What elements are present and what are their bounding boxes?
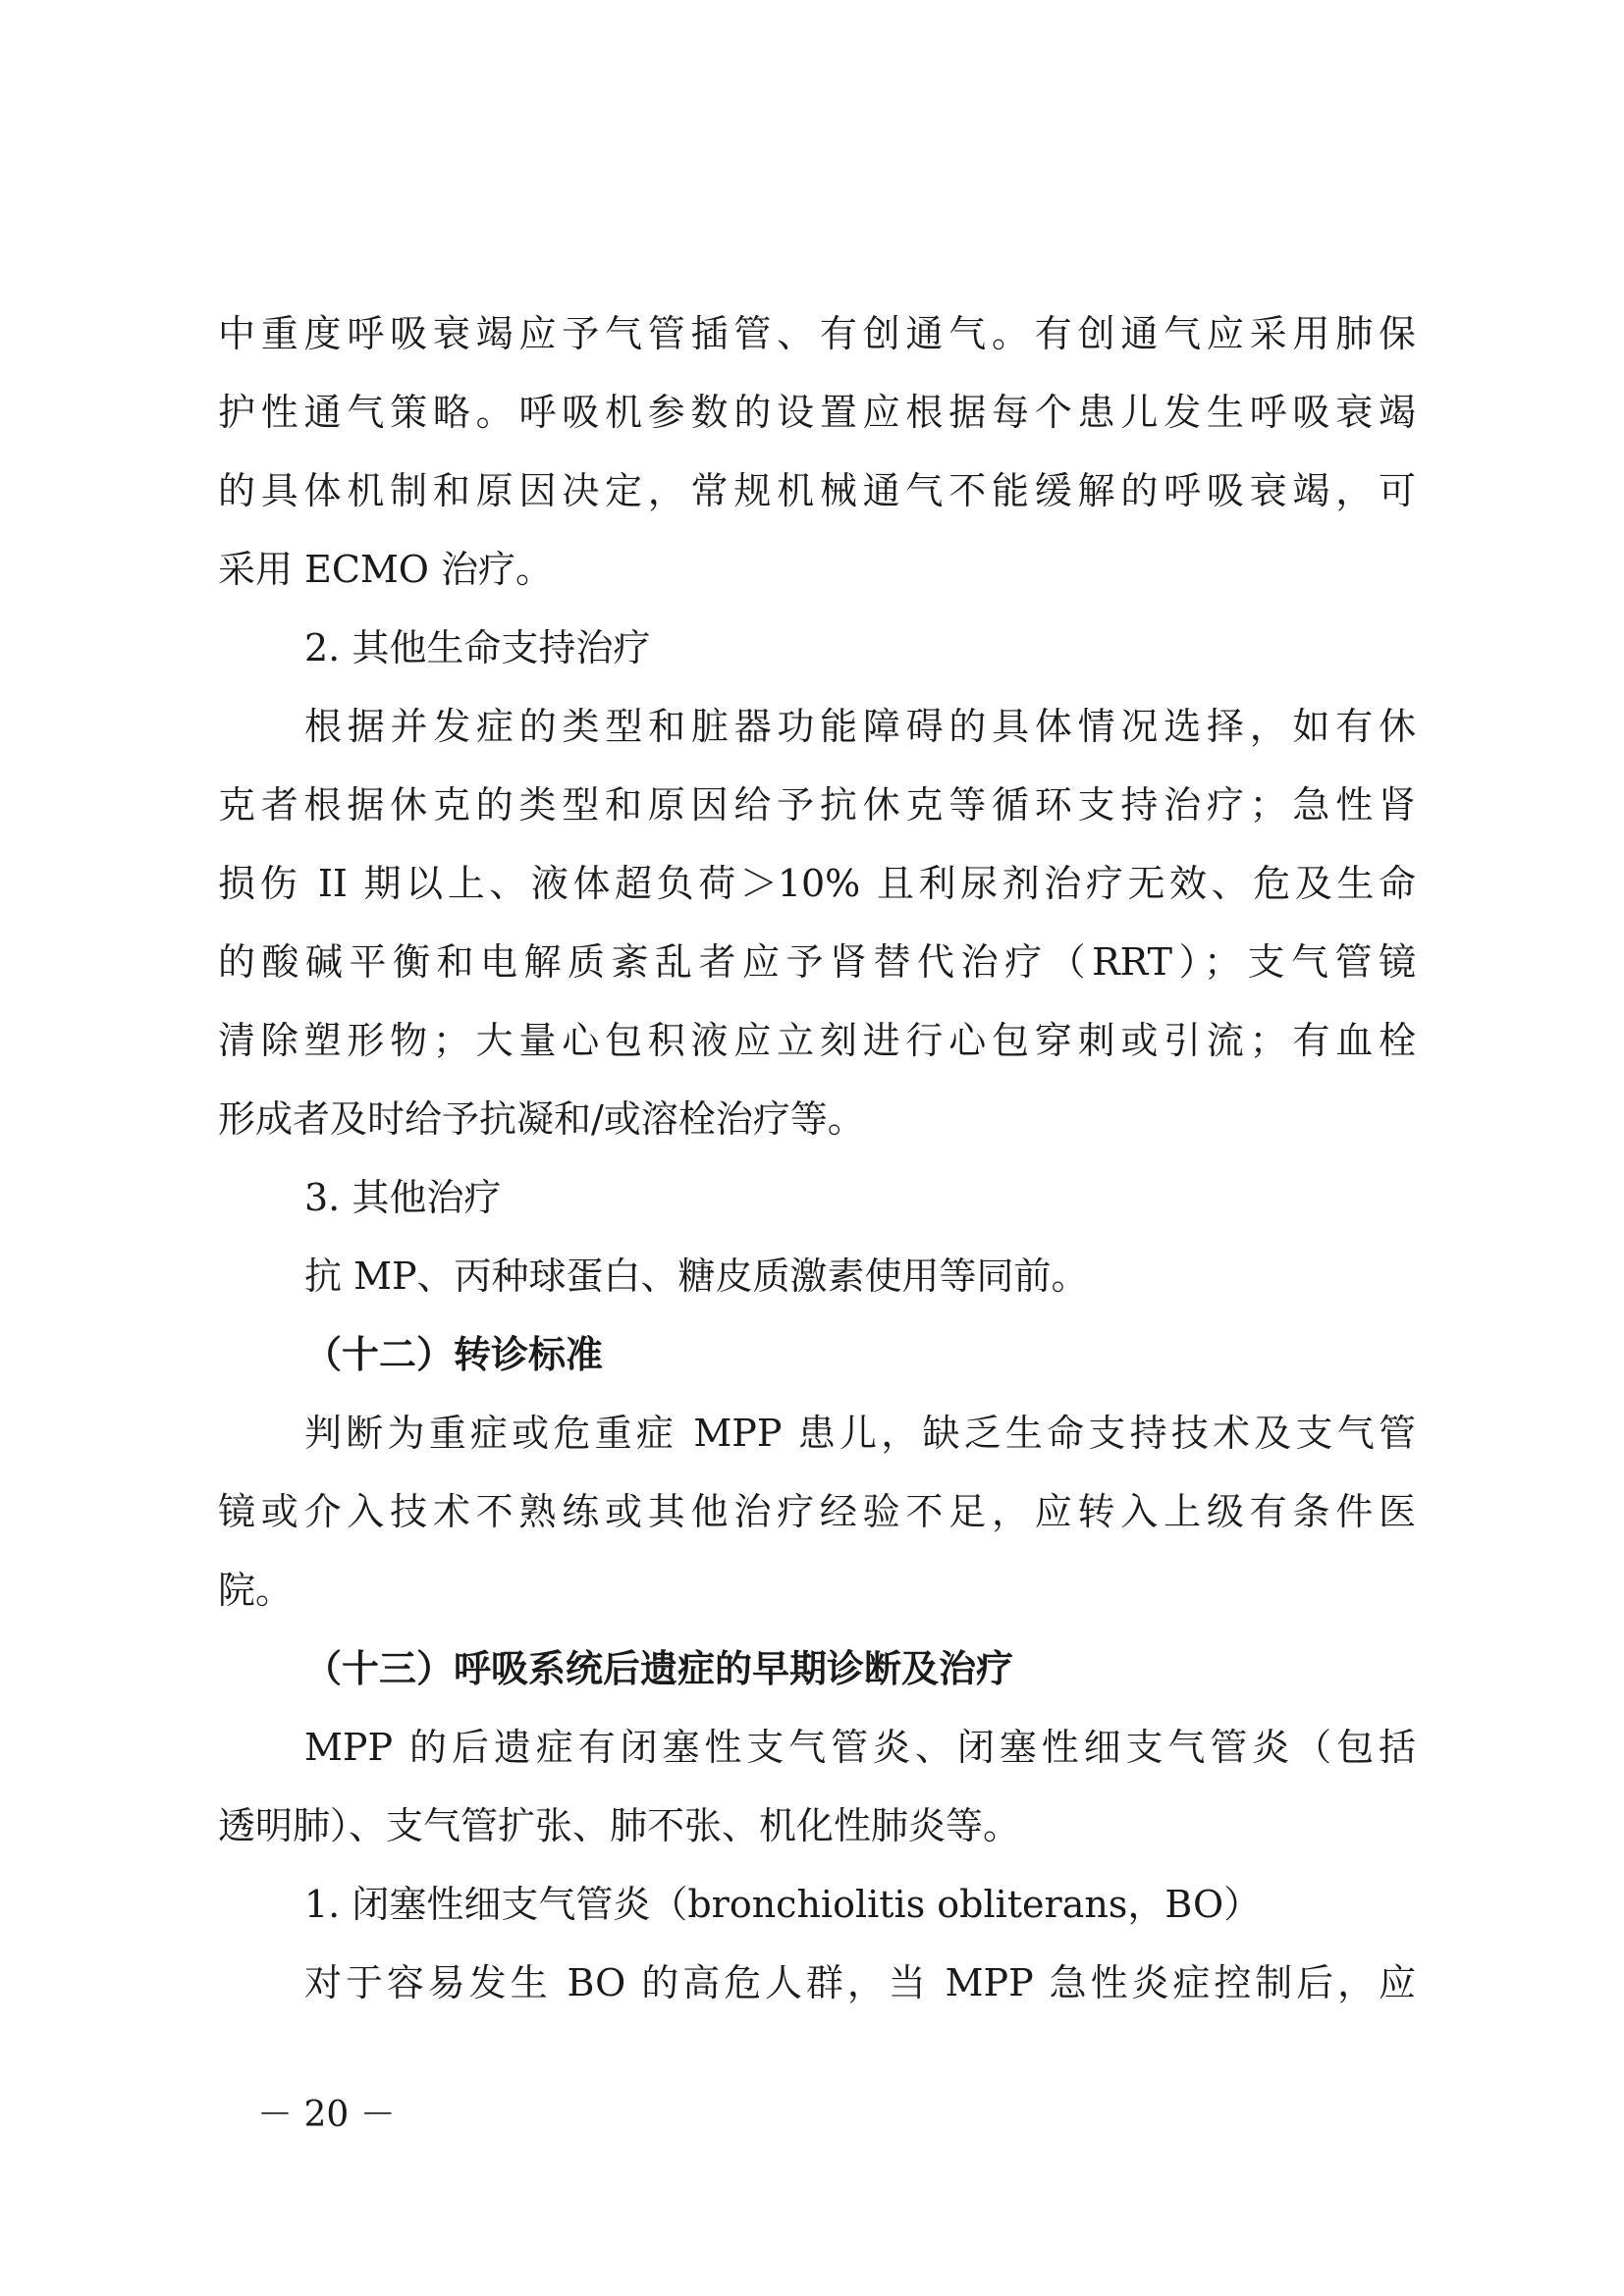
paragraph-line: 的酸碱平衡和电解质紊乱者应予肾替代治疗（RRT）；支气管镜: [218, 940, 1416, 984]
paragraph-line: 形成者及时给予抗凝和/或溶栓治疗等。: [218, 1097, 865, 1141]
paragraph-line: MPP 的后遗症有闭塞性支气管炎、闭塞性细支气管炎（包括: [304, 1726, 1416, 1769]
paragraph-line: 中重度呼吸衰竭应予气管插管、有创通气。有创通气应采用肺保: [218, 312, 1416, 355]
paragraph-line: 的具体机制和原因决定，常规机械通气不能缓解的呼吸衰竭，可: [218, 469, 1416, 512]
paragraph-line: 根据并发症的类型和脏器功能障碍的具体情况选择，如有休: [304, 705, 1416, 748]
paragraph-line: 透明肺）、支气管扩张、肺不张、机化性肺炎等。: [218, 1804, 1021, 1847]
paragraph-line: 采用 ECMO 治疗。: [218, 548, 554, 591]
paragraph-line: 院。: [218, 1569, 294, 1612]
subheading-bronchiolitis-obliterans: 1. 闭塞性细支气管炎（bronchiolitis obliterans，BO）: [304, 1883, 1262, 1926]
paragraph-line: 护性通气策略。呼吸机参数的设置应根据每个患儿发生呼吸衰竭: [218, 391, 1416, 434]
subheading-other-life-support: 2. 其他生命支持治疗: [304, 626, 651, 669]
document-body: [218, 294, 1416, 2022]
paragraph-line: 对于容易发生 BO 的高危人群，当 MPP 急性炎症控制后，应: [304, 1961, 1416, 2004]
section-heading-referral-criteria: （十二）转诊标准: [304, 1332, 604, 1376]
section-heading-sequelae: （十三）呼吸系统后遗症的早期诊断及治疗: [304, 1646, 1014, 1690]
paragraph-line: 判断为重症或危重症 MPP 患儿，缺乏生命支持技术及支气管: [304, 1412, 1416, 1455]
paragraph-line: 清除塑形物；大量心包积液应立刻进行心包穿刺或引流；有血栓: [218, 1019, 1416, 1062]
paragraph-line: 克者根据休克的类型和原因给予抗休克等循环支持治疗；急性肾: [218, 783, 1416, 827]
page-number: － 20 －: [257, 2095, 396, 2135]
paragraph-line: 损伤 II 期以上、液体超负荷＞10% 且利尿剂治疗无效、危及生命: [218, 862, 1416, 905]
paragraph-line: 抗 MP、丙种球蛋白、糖皮质激素使用等同前。: [304, 1255, 1089, 1298]
subheading-other-treatment: 3. 其他治疗: [304, 1176, 502, 1219]
paragraph-line: 镜或介入技术不熟练或其他治疗经验不足，应转入上级有条件医: [218, 1490, 1416, 1533]
